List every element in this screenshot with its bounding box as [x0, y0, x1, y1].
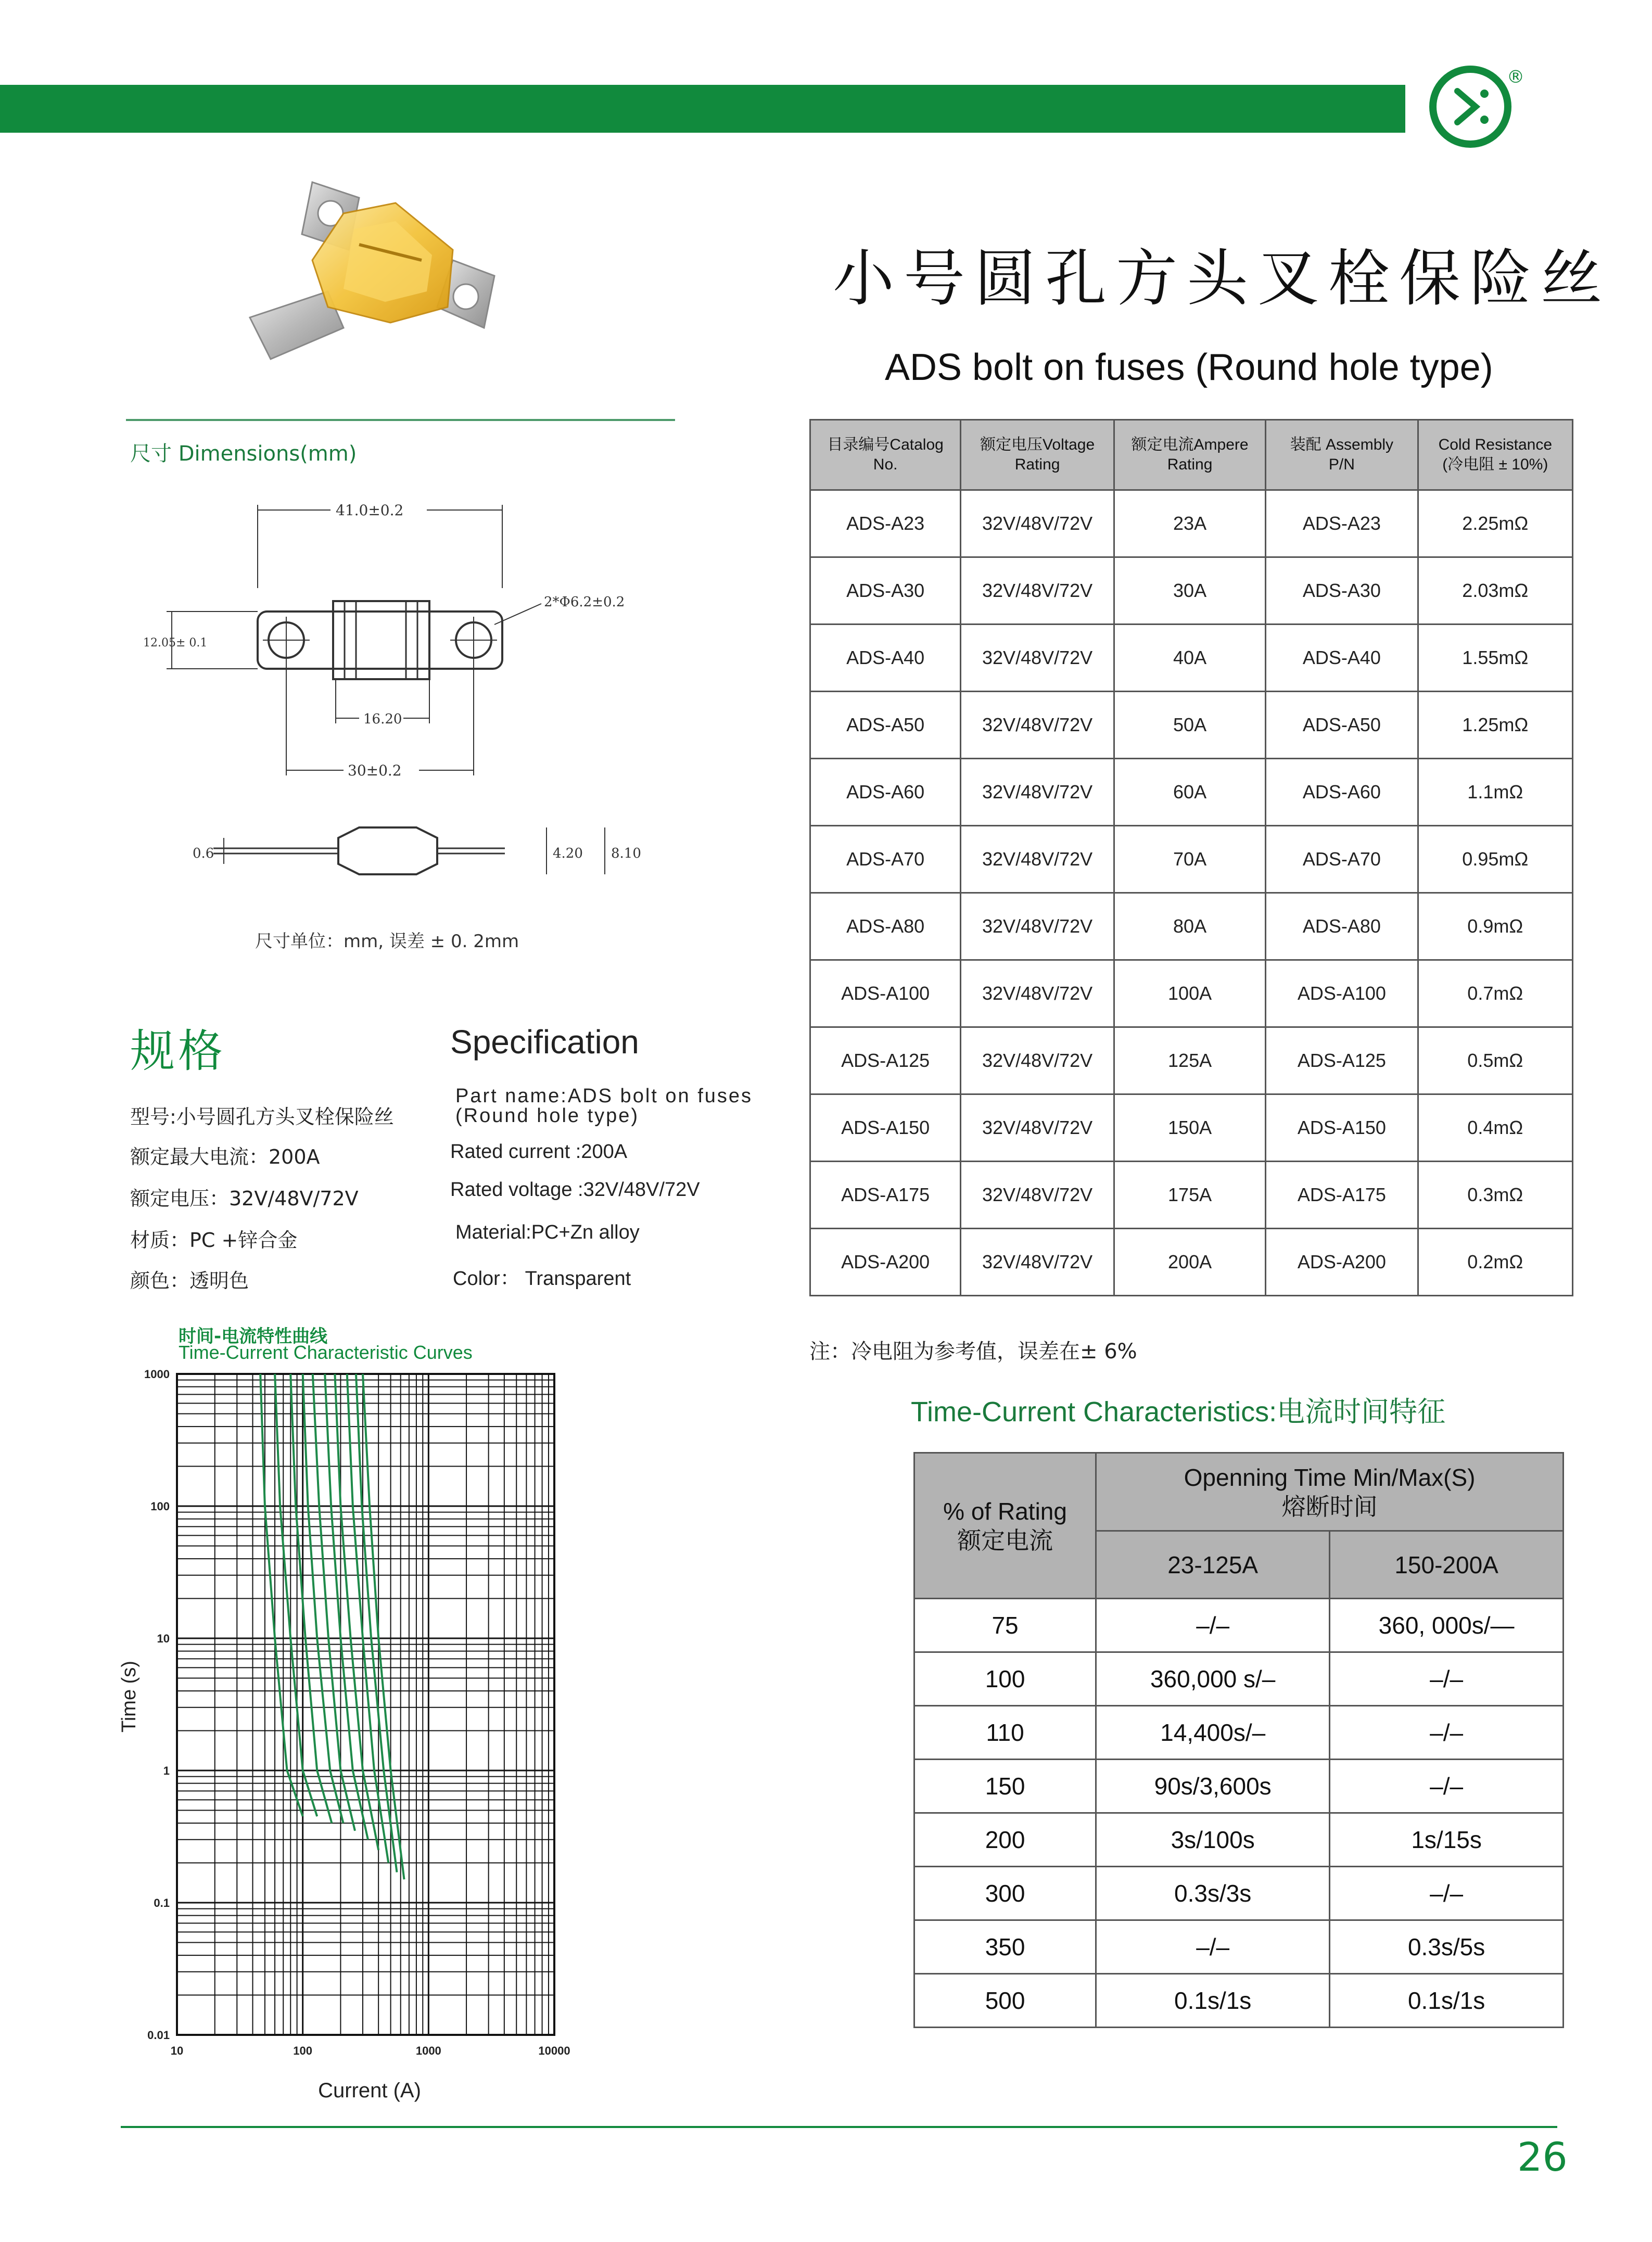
- tc-cell: 350: [914, 1920, 1096, 1974]
- chart-curves: [260, 1374, 404, 1879]
- catalog-row: [810, 625, 1573, 692]
- chart-x-tick-label: 10000: [538, 2044, 570, 2057]
- tc-cell: 360, 000s/—: [1330, 1599, 1564, 1652]
- dim-length: 41.0±0.2: [336, 502, 404, 519]
- catalog-cell: 32V/48V/72V: [961, 1162, 1114, 1229]
- spec-title-cn: 规格: [130, 1025, 226, 1077]
- tc-cell: –/–: [1096, 1920, 1330, 1974]
- catalog-cell: 32V/48V/72V: [961, 1094, 1114, 1162]
- tc-cell: –/–: [1330, 1706, 1564, 1760]
- tc-cell: –/–: [1330, 1652, 1564, 1706]
- spec-en-line: Rated voltage :32V/48V/72V: [450, 1179, 700, 1201]
- time-current-chart: [109, 1364, 599, 2108]
- catalog-cell: 2.25mΩ: [1418, 490, 1572, 557]
- catalog-cell: 32V/48V/72V: [961, 893, 1114, 960]
- catalog-cell: 150A: [1114, 1094, 1265, 1162]
- chart-frame: [177, 1374, 554, 2035]
- tc-cell: 110: [914, 1706, 1096, 1760]
- catalog-cell: ADS-A50: [810, 692, 961, 759]
- catalog-row: [810, 893, 1573, 960]
- catalog-cell: 0.5mΩ: [1418, 1027, 1572, 1094]
- chart-y-tick-label: 1000: [144, 1368, 170, 1381]
- spec-cn-line: 额定最大电流：200A: [130, 1145, 320, 1168]
- catalog-cell: 70A: [1114, 826, 1265, 893]
- chart-series-line: [335, 1374, 378, 1850]
- catalog-cell: ADS-A40: [1266, 625, 1418, 692]
- catalog-cell: 0.7mΩ: [1418, 960, 1572, 1027]
- catalog-cell: 32V/48V/72V: [961, 490, 1114, 557]
- tc-cell: 500: [914, 1974, 1096, 2028]
- catalog-cell: 32V/48V/72V: [961, 826, 1114, 893]
- cold-resistance-note: 注：冷电阻为参考值，误差在± 6%: [809, 1340, 1137, 1364]
- catalog-header: Cold Resistance (冷电阻 ± 10%): [1418, 420, 1572, 490]
- catalog-cell: 80A: [1114, 893, 1265, 960]
- spec-cn-line: 型号:小号圆孔方头叉栓保险丝: [130, 1105, 394, 1128]
- spec-en-line: (Round hole type): [455, 1105, 640, 1127]
- tc-cell: –/–: [1330, 1867, 1564, 1920]
- catalog-cell: ADS-A80: [810, 893, 961, 960]
- tc-cell: 200: [914, 1813, 1096, 1867]
- catalog-cell: 32V/48V/72V: [961, 625, 1114, 692]
- tc-col-b: 150-200A: [1330, 1531, 1564, 1599]
- tc-cell: 150: [914, 1760, 1096, 1813]
- catalog-row: [810, 1094, 1573, 1162]
- tc-cell: 14,400s/–: [1096, 1706, 1330, 1760]
- tc-cell: 100: [914, 1652, 1096, 1706]
- catalog-header: 额定电压Voltage Rating: [961, 420, 1114, 490]
- chart-y-tick-label: 10: [157, 1632, 170, 1645]
- tc-cell: 90s/3,600s: [1096, 1760, 1330, 1813]
- chart-x-ticks: [171, 2044, 570, 2057]
- catalog-cell: ADS-A23: [1266, 490, 1418, 557]
- catalog-cell: 1.25mΩ: [1418, 692, 1572, 759]
- catalog-header: 额定电流Ampere Rating: [1114, 420, 1265, 490]
- catalog-cell: ADS-A30: [810, 557, 961, 625]
- catalog-row: [810, 490, 1573, 557]
- catalog-cell: ADS-A200: [1266, 1229, 1418, 1296]
- chart-series-line: [347, 1374, 389, 1863]
- catalog-cell: ADS-A70: [810, 826, 961, 893]
- catalog-row: [810, 692, 1573, 759]
- catalog-cell: 0.9mΩ: [1418, 893, 1572, 960]
- tc-cell: 75: [914, 1599, 1096, 1652]
- chart-y-tick-label: 0.1: [154, 1896, 170, 1909]
- spec-en-line: Rated current :200A: [450, 1141, 628, 1163]
- catalog-row: [810, 960, 1573, 1027]
- tc-cell: 1s/15s: [1330, 1813, 1564, 1867]
- catalog-cell: 32V/48V/72V: [961, 1027, 1114, 1094]
- spec-title-en: Specification: [450, 1023, 639, 1061]
- catalog-cell: ADS-A100: [1266, 960, 1418, 1027]
- catalog-cell: 50A: [1114, 692, 1265, 759]
- catalog-cell: ADS-A100: [810, 960, 961, 1027]
- catalog-cell: ADS-A40: [810, 625, 961, 692]
- tc-heading: Time-Current Characteristics:电流时间特征: [911, 1396, 1446, 1428]
- catalog-cell: 32V/48V/72V: [961, 960, 1114, 1027]
- catalog-cell: ADS-A200: [810, 1229, 961, 1296]
- catalog-cell: 125A: [1114, 1027, 1265, 1094]
- chart-x-tick-label: 10: [170, 2044, 184, 2057]
- dim-unit-note: 尺寸单位：mm, 误差 ± 0. 2mm: [255, 931, 519, 952]
- tc-cell: 0.1s/1s: [1096, 1974, 1330, 2028]
- catalog-cell: ADS-A50: [1266, 692, 1418, 759]
- catalog-cell: 32V/48V/72V: [961, 1229, 1114, 1296]
- catalog-cell: ADS-A23: [810, 490, 961, 557]
- tc-col-rating: % of Rating 额定电流: [914, 1453, 1096, 1599]
- product-photo: [224, 172, 588, 396]
- chart-y-ticks: [144, 1368, 170, 2042]
- catalog-cell: ADS-A175: [1266, 1162, 1418, 1229]
- catalog-row: [810, 759, 1573, 826]
- catalog-header: 目录编号Catalog No.: [810, 420, 961, 490]
- chart-x-tick-label: 100: [293, 2044, 313, 2057]
- chart-series-line: [275, 1374, 317, 1816]
- tc-table: [913, 1452, 1564, 2028]
- tc-cell: 0.3s/3s: [1096, 1867, 1330, 1920]
- chart-ylabel: Time (s): [118, 1661, 140, 1733]
- catalog-cell: 60A: [1114, 759, 1265, 826]
- chart-grid: [177, 1374, 554, 2035]
- curves-title-cn: 时间-电流特性曲线: [179, 1326, 328, 1347]
- catalog-cell: ADS-A30: [1266, 557, 1418, 625]
- chart-xlabel: Current (A): [318, 2079, 421, 2102]
- catalog-cell: 32V/48V/72V: [961, 759, 1114, 826]
- catalog-cell: 0.4mΩ: [1418, 1094, 1572, 1162]
- curves-title-en: Time-Current Characteristic Curves: [179, 1342, 473, 1363]
- tc-cell: 300: [914, 1867, 1096, 1920]
- dim-thick-a: 4.20: [553, 846, 583, 861]
- brand-logo-icon: [1426, 62, 1515, 151]
- tc-row: [914, 1867, 1564, 1920]
- tc-cell: 0.1s/1s: [1330, 1974, 1564, 2028]
- catalog-cell: ADS-A150: [810, 1094, 961, 1162]
- tc-cell: –/–: [1330, 1760, 1564, 1813]
- catalog-cell: ADS-A80: [1266, 893, 1418, 960]
- catalog-header: 装配 Assembly P/N: [1266, 420, 1418, 490]
- catalog-cell: ADS-A150: [1266, 1094, 1418, 1162]
- catalog-cell: ADS-A70: [1266, 826, 1418, 893]
- tc-cell: 0.3s/5s: [1330, 1920, 1564, 1974]
- chart-x-tick-label: 1000: [415, 2044, 441, 2057]
- tc-row: [914, 1813, 1564, 1867]
- spec-en-line: Material:PC+Zn alloy: [455, 1221, 640, 1243]
- catalog-cell: 23A: [1114, 490, 1265, 557]
- tc-row: [914, 1920, 1564, 1974]
- spec-cn-line: 材质：PC +锌合金: [130, 1229, 298, 1252]
- page-title-en: ADS bolt on fuses (Round hole type): [885, 347, 1493, 388]
- footer-rule: [121, 2126, 1557, 2128]
- catalog-cell: ADS-A125: [1266, 1027, 1418, 1094]
- page-title-cn: 小号圆孔方头叉栓保险丝: [833, 243, 1612, 314]
- catalog-cell: 32V/48V/72V: [961, 557, 1114, 625]
- dimensions-rule: [126, 419, 675, 421]
- tc-cell: 3s/100s: [1096, 1813, 1330, 1867]
- catalog-cell: ADS-A60: [810, 759, 961, 826]
- catalog-cell: 100A: [1114, 960, 1265, 1027]
- tc-row: [914, 1974, 1564, 2028]
- catalog-cell: 1.1mΩ: [1418, 759, 1572, 826]
- dimensions-heading: 尺寸 Dimensions(mm): [130, 442, 357, 466]
- catalog-cell: 0.3mΩ: [1418, 1162, 1572, 1229]
- dimension-drawing: [130, 484, 692, 963]
- page-number: 26: [1517, 2134, 1568, 2180]
- catalog-cell: 0.2mΩ: [1418, 1229, 1572, 1296]
- catalog-row: [810, 826, 1573, 893]
- chart-y-tick-label: 1: [163, 1764, 170, 1777]
- tc-col-open: Openning Time Min/Max(S) 熔断时间: [1096, 1453, 1564, 1531]
- tc-row: [914, 1760, 1564, 1813]
- tc-row: [914, 1599, 1564, 1652]
- header-green-bar: [0, 85, 1405, 133]
- catalog-row: [810, 557, 1573, 625]
- catalog-cell: 175A: [1114, 1162, 1265, 1229]
- tc-row: [914, 1652, 1564, 1706]
- chart-y-tick-label: 0.01: [147, 2029, 170, 2042]
- dim-height: 12.05± 0.1: [143, 636, 208, 649]
- tc-col-a: 23-125A: [1096, 1531, 1330, 1599]
- catalog-cell: 40A: [1114, 625, 1265, 692]
- spec-cn-line: 额定电压：32V/48V/72V: [130, 1187, 359, 1210]
- catalog-cell: 2.03mΩ: [1418, 557, 1572, 625]
- catalog-cell: 32V/48V/72V: [961, 692, 1114, 759]
- dim-thickness: 0.6: [193, 846, 214, 861]
- catalog-cell: 1.55mΩ: [1418, 625, 1572, 692]
- catalog-row: [810, 1162, 1573, 1229]
- catalog-row: [810, 1229, 1573, 1296]
- catalog-cell: ADS-A125: [810, 1027, 961, 1094]
- dim-holes: 2*Φ6.2±0.2: [544, 594, 625, 610]
- dim-body: 16.20: [363, 711, 402, 727]
- catalog-table: [809, 419, 1573, 1296]
- dim-spacing: 30±0.2: [348, 762, 402, 779]
- chart-series-line: [260, 1374, 303, 1816]
- dim-thick-b: 8.10: [611, 846, 641, 861]
- tc-row: [914, 1706, 1564, 1760]
- catalog-cell: ADS-A175: [810, 1162, 961, 1229]
- registered-mark: ®: [1507, 67, 1524, 87]
- catalog-cell: 200A: [1114, 1229, 1265, 1296]
- catalog-row: [810, 1027, 1573, 1094]
- catalog-cell: ADS-A60: [1266, 759, 1418, 826]
- catalog-cell: 30A: [1114, 557, 1265, 625]
- catalog-cell: 0.95mΩ: [1418, 826, 1572, 893]
- spec-en-line: Part name:ADS bolt on fuses: [455, 1085, 753, 1107]
- tc-cell: –/–: [1096, 1599, 1330, 1652]
- spec-cn-line: 颜色：透明色: [130, 1269, 249, 1292]
- tc-cell: 360,000 s/–: [1096, 1652, 1330, 1706]
- chart-y-tick-label: 100: [150, 1500, 170, 1513]
- spec-en-line: Color： Transparent: [453, 1268, 631, 1290]
